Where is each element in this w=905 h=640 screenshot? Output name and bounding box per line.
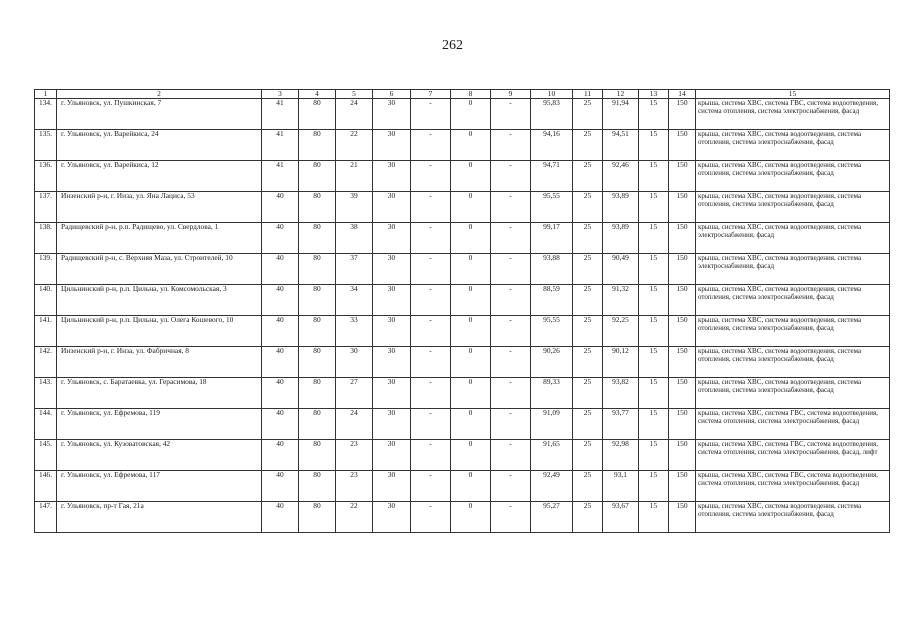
- value-cell: 15: [639, 223, 669, 254]
- value-cell: 15: [639, 316, 669, 347]
- value-cell: 90,49: [603, 254, 639, 285]
- value-cell: 80: [299, 223, 336, 254]
- value-cell: 150: [669, 502, 696, 533]
- header-cell: 3: [262, 90, 299, 99]
- value-cell: 40: [262, 409, 299, 440]
- value-cell: 150: [669, 347, 696, 378]
- value-cell: 40: [262, 440, 299, 471]
- value-cell: 25: [573, 192, 603, 223]
- header-cell: 11: [573, 90, 603, 99]
- value-cell: 88,59: [531, 285, 573, 316]
- row-number-cell: 147.: [35, 502, 57, 533]
- table-row: [35, 285, 890, 316]
- value-cell: 25: [573, 223, 603, 254]
- value-cell: 40: [262, 285, 299, 316]
- value-cell: -: [491, 471, 531, 502]
- value-cell: -: [411, 378, 451, 409]
- value-cell: 23: [336, 440, 373, 471]
- value-cell: 15: [639, 254, 669, 285]
- value-cell: 15: [639, 440, 669, 471]
- value-cell: 0: [451, 471, 491, 502]
- value-cell: 40: [262, 316, 299, 347]
- header-cell: 9: [491, 90, 531, 99]
- value-cell: 30: [373, 440, 411, 471]
- works-cell: крыша, система ХВС, система водоотведения, система отопления, система электроснабжения, фасад: [696, 285, 890, 316]
- header-cell: 5: [336, 90, 373, 99]
- header-cell: 14: [669, 90, 696, 99]
- row-number-cell: 145.: [35, 440, 57, 471]
- value-cell: 150: [669, 409, 696, 440]
- header-cell: 15: [696, 90, 890, 99]
- value-cell: 22: [336, 130, 373, 161]
- value-cell: 15: [639, 409, 669, 440]
- works-cell: крыша, система ХВС, система водоотведения, система электроснабжения, фасад: [696, 254, 890, 285]
- value-cell: 30: [373, 254, 411, 285]
- header-cell: 10: [531, 90, 573, 99]
- value-cell: 25: [573, 502, 603, 533]
- address-cell: г. Ульяновск, ул. Варейкиса, 24: [57, 130, 262, 161]
- value-cell: -: [491, 502, 531, 533]
- header-cell: 4: [299, 90, 336, 99]
- row-number-cell: 140.: [35, 285, 57, 316]
- table-row: [35, 440, 890, 471]
- value-cell: 150: [669, 223, 696, 254]
- value-cell: 93,88: [531, 254, 573, 285]
- value-cell: 150: [669, 378, 696, 409]
- value-cell: -: [491, 409, 531, 440]
- works-cell: крыша, система ХВС, система водоотведения, система электроснабжения, фасад: [696, 223, 890, 254]
- address-cell: Радищевский р-н, с. Верхняя Маза, ул. Строителей, 10: [57, 254, 262, 285]
- value-cell: -: [411, 471, 451, 502]
- value-cell: -: [491, 316, 531, 347]
- value-cell: 30: [373, 285, 411, 316]
- value-cell: 95,83: [531, 99, 573, 130]
- value-cell: 0: [451, 223, 491, 254]
- value-cell: 150: [669, 471, 696, 502]
- value-cell: 150: [669, 285, 696, 316]
- value-cell: 30: [373, 99, 411, 130]
- value-cell: 0: [451, 99, 491, 130]
- value-cell: 99,17: [531, 223, 573, 254]
- value-cell: 94,16: [531, 130, 573, 161]
- table-row: [35, 471, 890, 502]
- value-cell: 15: [639, 347, 669, 378]
- address-cell: г. Ульяновск, ул. Ефремова, 117: [57, 471, 262, 502]
- value-cell: 25: [573, 409, 603, 440]
- value-cell: 80: [299, 316, 336, 347]
- value-cell: 0: [451, 409, 491, 440]
- header-cell: 6: [373, 90, 411, 99]
- value-cell: 150: [669, 161, 696, 192]
- value-cell: 80: [299, 130, 336, 161]
- value-cell: 15: [639, 130, 669, 161]
- value-cell: -: [491, 223, 531, 254]
- value-cell: 0: [451, 254, 491, 285]
- value-cell: 15: [639, 192, 669, 223]
- row-number-cell: 135.: [35, 130, 57, 161]
- value-cell: 30: [373, 502, 411, 533]
- value-cell: -: [491, 99, 531, 130]
- value-cell: -: [411, 285, 451, 316]
- value-cell: 33: [336, 316, 373, 347]
- value-cell: 41: [262, 161, 299, 192]
- table-row: [35, 254, 890, 285]
- table-row: [35, 192, 890, 223]
- value-cell: 80: [299, 99, 336, 130]
- value-cell: 80: [299, 440, 336, 471]
- value-cell: 15: [639, 285, 669, 316]
- page-number: 262: [442, 38, 463, 53]
- value-cell: 80: [299, 409, 336, 440]
- value-cell: 0: [451, 192, 491, 223]
- header-cell: 2: [57, 90, 262, 99]
- table-row: [35, 161, 890, 192]
- value-cell: 150: [669, 254, 696, 285]
- value-cell: 25: [573, 161, 603, 192]
- value-cell: 90,26: [531, 347, 573, 378]
- works-cell: крыша, система ХВС, система ГВС, система водоотведения, система отопления, система электроснабжения, фасад: [696, 409, 890, 440]
- value-cell: 15: [639, 502, 669, 533]
- value-cell: 22: [336, 502, 373, 533]
- value-cell: 40: [262, 502, 299, 533]
- value-cell: 0: [451, 130, 491, 161]
- header-cell: 8: [451, 90, 491, 99]
- value-cell: 30: [373, 471, 411, 502]
- value-cell: 94,51: [603, 130, 639, 161]
- value-cell: 80: [299, 192, 336, 223]
- address-cell: г. Ульяновск, ул. Пушкинская, 7: [57, 99, 262, 130]
- value-cell: -: [491, 192, 531, 223]
- value-cell: 91,09: [531, 409, 573, 440]
- value-cell: -: [491, 161, 531, 192]
- value-cell: 21: [336, 161, 373, 192]
- value-cell: 93,89: [603, 192, 639, 223]
- value-cell: -: [411, 502, 451, 533]
- works-cell: крыша, система ХВС, система водоотведения, система отопления, система электроснабжения, фасад: [696, 161, 890, 192]
- address-cell: г. Ульяновск, ул. Ефремова, 119: [57, 409, 262, 440]
- works-cell: крыша, система ХВС, система водоотведения, система отопления, система электроснабжения, фасад: [696, 347, 890, 378]
- value-cell: 0: [451, 378, 491, 409]
- works-cell: крыша, система ХВС, система ГВС, система водоотведения, система отопления, система электроснабжения, фасад: [696, 471, 890, 502]
- value-cell: 15: [639, 378, 669, 409]
- address-cell: г. Ульяновск, ул. Кузоватовская, 42: [57, 440, 262, 471]
- header-cell: 1: [35, 90, 57, 99]
- value-cell: 30: [373, 347, 411, 378]
- value-cell: 80: [299, 285, 336, 316]
- value-cell: 80: [299, 502, 336, 533]
- value-cell: 40: [262, 254, 299, 285]
- value-cell: -: [411, 192, 451, 223]
- value-cell: 91,94: [603, 99, 639, 130]
- header-cell: 7: [411, 90, 451, 99]
- value-cell: 93,1: [603, 471, 639, 502]
- value-cell: -: [491, 440, 531, 471]
- value-cell: 0: [451, 440, 491, 471]
- works-cell: крыша, система ХВС, система водоотведения, система отопления, система электроснабжения, фасад: [696, 130, 890, 161]
- value-cell: 24: [336, 99, 373, 130]
- row-number-cell: 139.: [35, 254, 57, 285]
- table-row: [35, 99, 890, 130]
- table-row: [35, 130, 890, 161]
- value-cell: 93,82: [603, 378, 639, 409]
- table-row: [35, 409, 890, 440]
- value-cell: 80: [299, 471, 336, 502]
- row-number-cell: 134.: [35, 99, 57, 130]
- value-cell: 92,25: [603, 316, 639, 347]
- value-cell: 23: [336, 471, 373, 502]
- header-cell: 13: [639, 90, 669, 99]
- works-cell: крыша, система ХВС, система водоотведения, система отопления, система электроснабжения, фасад: [696, 316, 890, 347]
- works-cell: крыша, система ХВС, система водоотведения, система отопления, система электроснабжения, фасад: [696, 192, 890, 223]
- value-cell: 40: [262, 223, 299, 254]
- value-cell: 92,49: [531, 471, 573, 502]
- value-cell: 93,67: [603, 502, 639, 533]
- value-cell: -: [491, 130, 531, 161]
- row-number-cell: 144.: [35, 409, 57, 440]
- value-cell: 30: [373, 316, 411, 347]
- value-cell: 0: [451, 347, 491, 378]
- value-cell: 30: [373, 161, 411, 192]
- row-number-cell: 146.: [35, 471, 57, 502]
- value-cell: 150: [669, 192, 696, 223]
- value-cell: -: [491, 254, 531, 285]
- value-cell: 41: [262, 130, 299, 161]
- value-cell: 80: [299, 161, 336, 192]
- row-number-cell: 136.: [35, 161, 57, 192]
- value-cell: -: [491, 378, 531, 409]
- value-cell: 93,77: [603, 409, 639, 440]
- value-cell: -: [411, 347, 451, 378]
- value-cell: 0: [451, 502, 491, 533]
- value-cell: -: [411, 254, 451, 285]
- value-cell: 150: [669, 130, 696, 161]
- value-cell: 25: [573, 130, 603, 161]
- value-cell: 15: [639, 161, 669, 192]
- value-cell: -: [411, 99, 451, 130]
- address-cell: г. Ульяновск, пр-т Гая, 21а: [57, 502, 262, 533]
- value-cell: 95,55: [531, 192, 573, 223]
- works-cell: крыша, система ХВС, система водоотведения, система отопления, система электроснабжения, фасад: [696, 378, 890, 409]
- value-cell: -: [411, 130, 451, 161]
- address-cell: г. Ульяновск, с. Баратаевка, ул. Герасимова, 18: [57, 378, 262, 409]
- value-cell: 80: [299, 347, 336, 378]
- row-number-cell: 137.: [35, 192, 57, 223]
- value-cell: 80: [299, 378, 336, 409]
- value-cell: 89,33: [531, 378, 573, 409]
- value-cell: 0: [451, 285, 491, 316]
- value-cell: 95,55: [531, 316, 573, 347]
- value-cell: 150: [669, 316, 696, 347]
- value-cell: 40: [262, 378, 299, 409]
- value-cell: 30: [373, 223, 411, 254]
- value-cell: 25: [573, 254, 603, 285]
- works-cell: крыша, система ХВС, система водоотведения, система отопления, система электроснабжения, фасад: [696, 502, 890, 533]
- data-table: [34, 89, 890, 533]
- table-row: [35, 223, 890, 254]
- value-cell: 25: [573, 347, 603, 378]
- value-cell: 24: [336, 409, 373, 440]
- value-cell: 0: [451, 316, 491, 347]
- value-cell: 150: [669, 440, 696, 471]
- value-cell: 95,27: [531, 502, 573, 533]
- row-number-cell: 138.: [35, 223, 57, 254]
- value-cell: 30: [336, 347, 373, 378]
- value-cell: 0: [451, 161, 491, 192]
- table-body: [35, 90, 890, 533]
- address-cell: Радищевский р-н, р.п. Радищево, ул. Свердлова, 1: [57, 223, 262, 254]
- value-cell: -: [491, 347, 531, 378]
- row-number-cell: 142.: [35, 347, 57, 378]
- value-cell: 25: [573, 285, 603, 316]
- address-cell: г. Ульяновск, ул. Варейкиса, 12: [57, 161, 262, 192]
- value-cell: 34: [336, 285, 373, 316]
- value-cell: 40: [262, 192, 299, 223]
- value-cell: 27: [336, 378, 373, 409]
- row-number-cell: 141.: [35, 316, 57, 347]
- value-cell: 150: [669, 99, 696, 130]
- value-cell: 15: [639, 471, 669, 502]
- value-cell: 93,89: [603, 223, 639, 254]
- value-cell: -: [411, 440, 451, 471]
- value-cell: 15: [639, 99, 669, 130]
- value-cell: 38: [336, 223, 373, 254]
- value-cell: 30: [373, 378, 411, 409]
- value-cell: 25: [573, 471, 603, 502]
- row-number-cell: 143.: [35, 378, 57, 409]
- works-cell: крыша, система ХВС, система ГВС, система водоотведения, система отопления, система электроснабжения, фасад: [696, 99, 890, 130]
- value-cell: 25: [573, 378, 603, 409]
- value-cell: 25: [573, 99, 603, 130]
- value-cell: -: [411, 316, 451, 347]
- value-cell: 90,12: [603, 347, 639, 378]
- header-cell: 12: [603, 90, 639, 99]
- value-cell: 92,46: [603, 161, 639, 192]
- value-cell: 41: [262, 99, 299, 130]
- value-cell: 40: [262, 471, 299, 502]
- value-cell: 91,65: [531, 440, 573, 471]
- table-row: [35, 502, 890, 533]
- value-cell: 91,32: [603, 285, 639, 316]
- table-row: [35, 378, 890, 409]
- address-cell: Цильнинский р-н, р.п. Цильна, ул. Комсомольская, 3: [57, 285, 262, 316]
- address-cell: Цильнинский р-н, р.п. Цильна, ул. Олега Кошевого, 10: [57, 316, 262, 347]
- value-cell: 80: [299, 254, 336, 285]
- value-cell: 94,71: [531, 161, 573, 192]
- value-cell: 30: [373, 409, 411, 440]
- value-cell: 25: [573, 316, 603, 347]
- address-cell: Инзенский р-н, г. Инза, ул. Фабричная, 8: [57, 347, 262, 378]
- table-row: [35, 316, 890, 347]
- value-cell: 92,98: [603, 440, 639, 471]
- works-cell: крыша, система ХВС, система ГВС, система водоотведения, система отопления, система электроснабжения, фасад, лифт: [696, 440, 890, 471]
- value-cell: 30: [373, 192, 411, 223]
- value-cell: 25: [573, 440, 603, 471]
- value-cell: -: [491, 285, 531, 316]
- value-cell: -: [411, 409, 451, 440]
- value-cell: -: [411, 223, 451, 254]
- address-cell: Инзенский р-н, г. Инза, ул. Яна Лациса, 53: [57, 192, 262, 223]
- value-cell: 40: [262, 347, 299, 378]
- value-cell: 37: [336, 254, 373, 285]
- value-cell: 30: [373, 130, 411, 161]
- value-cell: 39: [336, 192, 373, 223]
- value-cell: -: [411, 161, 451, 192]
- header-row: [35, 90, 890, 99]
- table-row: [35, 347, 890, 378]
